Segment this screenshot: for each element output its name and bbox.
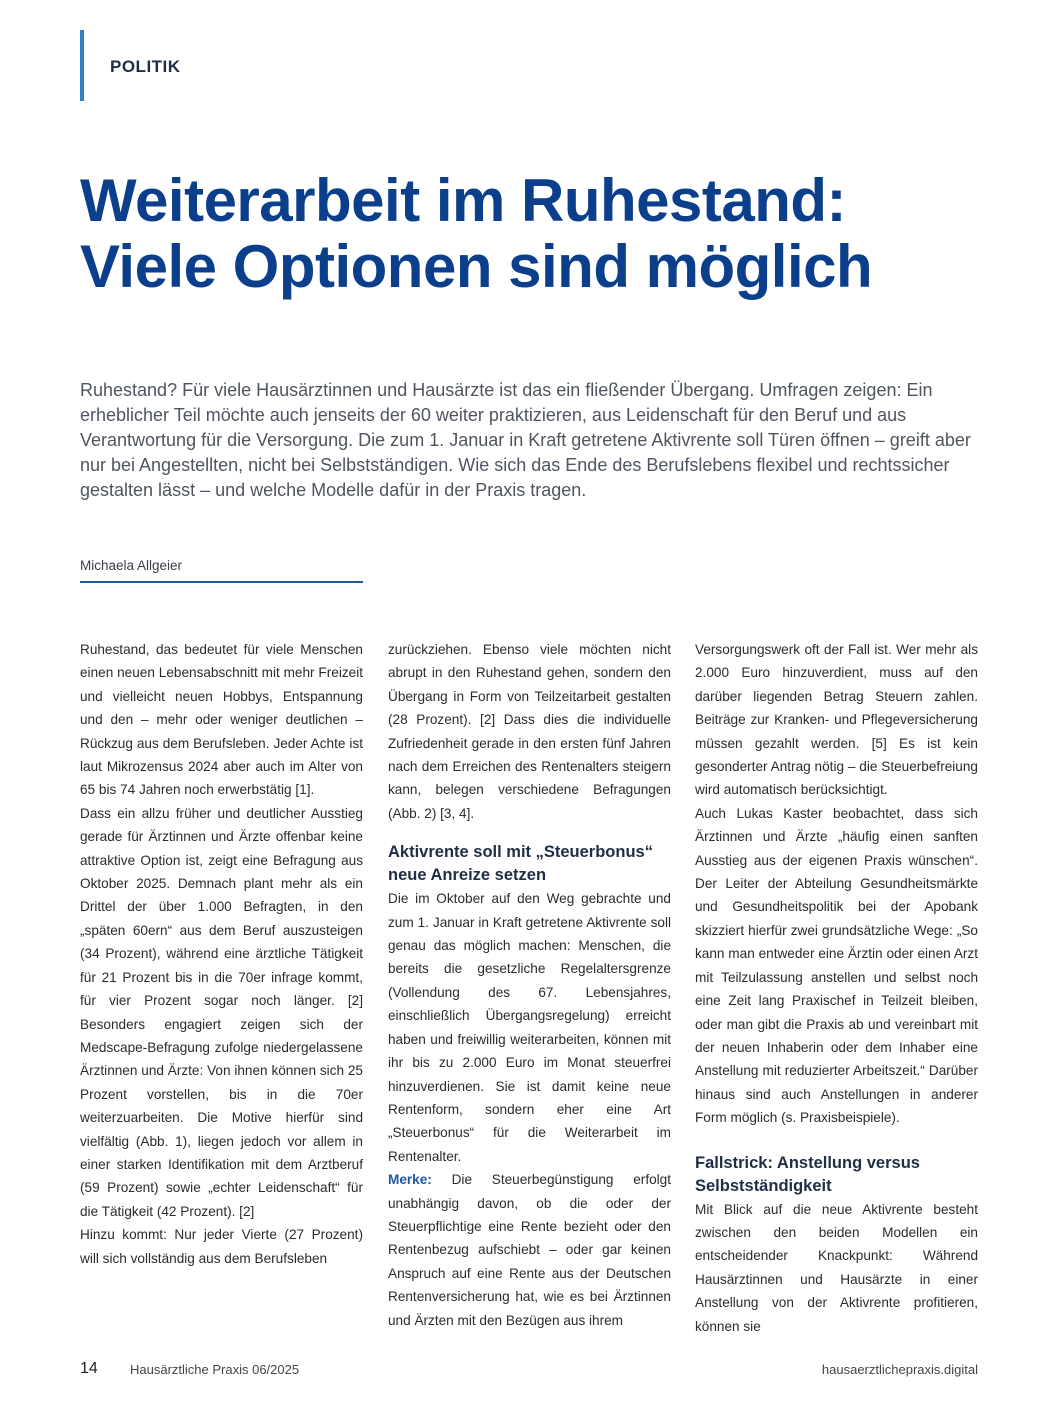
paragraph: Mit Blick auf die neue Aktivrente besteht zwischen den beiden Modellen ein entscheidender Knackpunkt: Während Hausärztinnen und Hausärzte in einer Anstellung von der Aktivrente profitieren, können sie	[695, 1201, 978, 1334]
paragraph: Die im Oktober auf den Weg gebrachte und zum 1. Januar in Kraft getretene Aktivrente soll genau das möglich machen: Menschen, die bereits die gesetzliche Regelaltersgrenze (Vollendung des 67. Lebensjahres, einschließlich Übergangsregelung) erreicht haben und freiwillig weiterarbeiten, können mit ihr bis zu 2.000 Euro im Monat steuerfrei hinzuverdienen. Sie ist damit keine neue Rentenform, sondern eher eine Art „Steuerbonus“ für die Weiterarbeit im Rentenalter.	[388, 891, 671, 1164]
headline-line-1: Weiterarbeit im Ruhestand:	[80, 167, 847, 234]
author-name: Michaela Allgeier	[80, 558, 183, 573]
magazine-issue: Hausärztliche Praxis 06/2025	[130, 1362, 300, 1377]
article-headline	[80, 168, 1000, 300]
article-lead: Ruhestand? Für viele Hausärztinnen und Hausärzte ist das ein fließender Übergang. Umfragen zeigen: Ein erheblicher Teil möchte auch jenseits der 60 weiter praktizieren, aus Leidenschaft für den Beruf und aus Verantwortung für die Versorgung. Die zum 1. Januar in Kraft getretene Aktivrente soll Türen öffnen – greift aber nur bei Angestellten, nicht bei Selbstständigen. Wie sich das Ende des Berufslebens flexibel und rechtssicher gestalten lässt – und welche Modelle dafür in der Praxis tragen.	[80, 380, 971, 500]
section-accent-bar	[80, 30, 84, 101]
paragraph: Auch Lukas Kaster beobachtet, dass sich Ärztinnen und Ärzte „häufig einen sanften Ausstieg aus der eigenen Praxis wünschen“. Der Leiter der Abteilung Gesundheitsmärkte und Gesundheitspolitik bei der Apobank skizziert hierfür zwei grundsätzliche Wege: „So kann man entweder eine Ärztin oder einen Arzt mit Teilzulassung anstellen und selbst noch eine Zeit lang Praxischef in Teilzeit bleiben, oder man gibt die Praxis ab und vereinbart mit der neuen Inhaberin oder dem Inhaber eine Anstellung mit reduzierter Arbeitszeit.“ Darüber hinaus sind auch Anstellungen in anderer Form möglich (s. Praxisbeispiele).	[695, 805, 978, 1126]
paragraph: zurückziehen. Ebenso viele möchten nicht abrupt in den Ruhestand gehen, sondern den Übergang in Form von Teilzeitarbeit gestalten (28 Prozent). [2] Dass dies die individuelle Zufriedenheit gerade in den ersten fünf Jahren nach dem Erreichen des Rentenalters steigern kann, belegen verschiedene Befragungen (Abb. 2) [3, 4].	[388, 642, 671, 821]
page-number: 14	[80, 1360, 98, 1377]
subheading-fallstrick: Fallstrick: Anstellung versus Selbstständigkeit	[695, 1153, 920, 1195]
section-label: POLITIK	[110, 57, 181, 76]
paragraph: Ruhestand, das bedeutet für viele Menschen einen neuen Lebensabschnitt mit mehr Freizeit und vielleicht neuen Hobbys, Entspannung und den – mehr oder weniger deutlichen – Rückzug aus dem Berufsleben. Jeder Achte ist laut Mikrozensus 2024 aber auch im Alter von 65 bis 74 Jahren noch erwerbstätig [1].	[80, 642, 363, 798]
merke-paragraph	[388, 1168, 671, 1332]
text-column-2	[388, 638, 671, 1332]
headline-line-2: Viele Optionen sind möglich	[80, 233, 873, 300]
text-column-3	[695, 638, 978, 1338]
paragraph: Hinzu kommt: Nur jeder Vierte (27 Prozent) will sich vollständig aus dem Berufsleben	[80, 1227, 363, 1266]
merke-text: Die Steuerbegünstigung erfolgt unabhängig davon, ob die oder der Steuerpflichtige eine Rente bezieht oder den Rentenbezug aufschiebt – oder gar keinen Anspruch auf eine Rente aus der Deutschen Rentenversicherung hat, wie es bei Ärztinnen und Ärzten mit den Bezügen aus ihrem	[388, 1172, 672, 1328]
magazine-url: hausaerztlichepraxis.digital	[821, 1362, 978, 1377]
merke-label: Merke:	[388, 1172, 432, 1188]
subheading-aktivrente: Aktivrente soll mit „Steuerbonus“ neue Anreize setzen	[388, 843, 653, 885]
author-divider	[80, 581, 363, 583]
paragraph: Dass ein allzu früher und deutlicher Ausstieg gerade für Ärztinnen und Ärzte offenbar keine attraktive Option ist, zeigt eine Befragung aus Oktober 2025. Demnach plant mehr als ein Drittel der über 1.000 Befragten, in den „späten 60ern“ aus dem Beruf auszusteigen (34 Prozent), während eine ärztliche Tätigkeit für 21 Prozent bis in die 70er infrage kommt, für vier Prozent sogar noch länger. [2] Besonders engagiert zeigen sich der Medscape-Befragung zufolge niedergelassene Ärztinnen und Ärzte: Von ihnen können sich 25 Prozent vorstellen, bis in die 70er weiterzuarbeiten. Die Motive hierfür sind vielfältig (Abb. 1), liegen jedoch vor allem in einer starken Identifikation mit dem Arztberuf (59 Prozent) sowie „echter Leidenschaft“ für die Tätigkeit (42 Prozent). [2]	[80, 805, 363, 1219]
paragraph: Versorgungswerk oft der Fall ist. Wer mehr als 2.000 Euro hinzuverdient, muss auf den darüber liegenden Betrag Steuern zahlen. Beiträge zur Kranken- und Pflegeversicherung müssen gezahlt werden. [5] Es ist kein gesonderter Antrag nötig – die Steuerbefreiung wird automatisch berücksichtigt.	[695, 642, 978, 798]
text-column-1	[80, 638, 363, 1270]
